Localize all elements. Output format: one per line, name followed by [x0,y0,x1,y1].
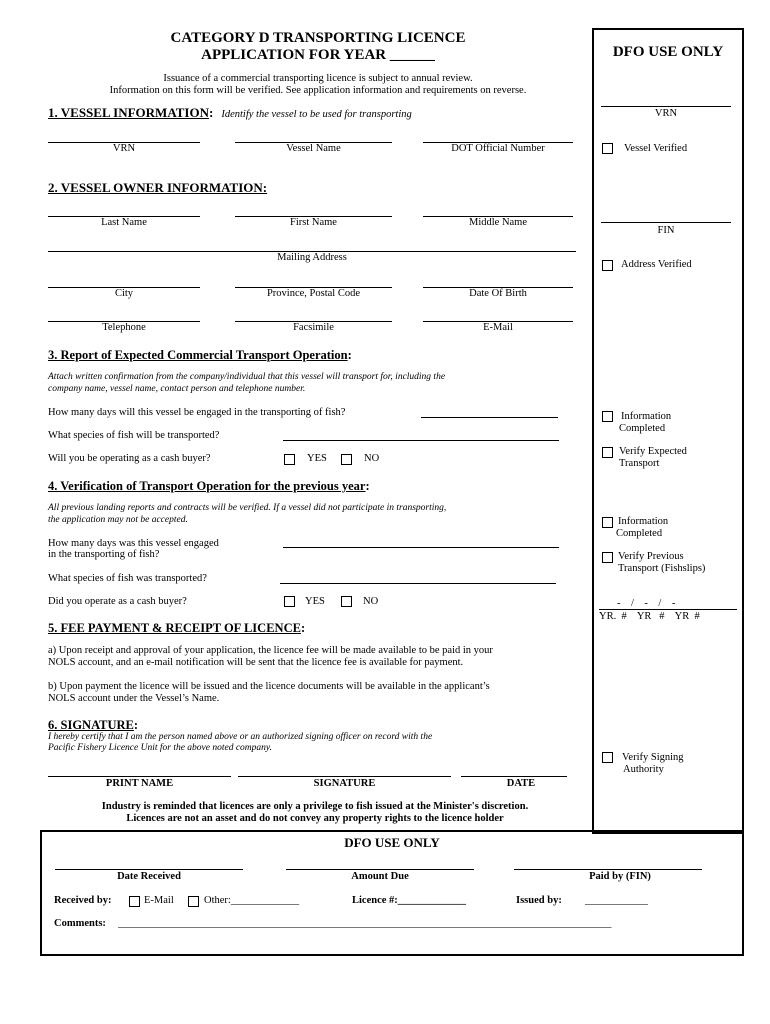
vrn-label: VRN [112,143,136,154]
side-fin-label: FIN [657,225,675,236]
verify-previous-label: Verify Previous [618,551,684,562]
date-received-field-line[interactable] [55,869,243,870]
section3-heading-row [48,346,352,364]
intro-line2: Information on this form will be verified. See application information and requirements on reverse. [109,85,527,96]
signature-label: SIGNATURE [313,778,376,789]
comments-field-line[interactable]: ______________________________________________________________________________________________ [118,918,612,929]
reminder-line1: Industry is reminded that licences are only a privilege to fish issued at the Minister's discretion. [101,801,529,812]
previous-days-field-line[interactable] [283,547,559,548]
previous-cash-no-label: NO [363,596,379,607]
received-other-checkbox[interactable] [188,896,199,907]
mailing-address-label: Mailing Address [277,252,347,263]
fee-paragraph-b-line1: b) Upon payment the licence will be issued and the licence documents will be available in the applicant’s [48,681,490,692]
received-other-label: Other:_____________ [204,895,300,906]
paid-by-label: Paid by (FIN) [589,871,651,882]
dfo-bottom-title: DFO USE ONLY [344,835,440,850]
intro-line1: Issuance of a commercial transporting licence is subject to annual review. [163,73,473,84]
licence-number-label: Licence #:_____________ [352,895,467,906]
info-completed-2-label: Information [618,516,669,527]
fee-paragraph-a-line2: NOLS account, and an e-mail notification will be sent that the licence fee is available for payment. [48,657,464,668]
certify-line2: Pacific Fishery Licence Unit for the above noted company. [48,743,272,753]
amount-due-field-line[interactable] [286,869,474,870]
section4-heading: 4. Verification of Transport Operation for the previous year [48,479,366,493]
previous-cash-yes-label: YES [305,596,325,607]
previous-year-date-marks: - / - / - [617,598,676,609]
fax-label: Facsimile [293,322,334,333]
fee-paragraph-b-line2: NOLS account under the Vessel’s Name. [48,693,220,704]
date-received-label: Date Received [117,871,181,882]
section5-heading: 5. FEE PAYMENT & RECEIPT OF LICENCE [48,621,301,635]
city-label: City [114,288,134,299]
expected-cash-yes-checkbox[interactable] [284,454,295,465]
address-verified-checkbox[interactable] [602,260,613,271]
section2-heading: 2. VESSEL OWNER INFORMATION: [48,180,268,195]
side-vrn-label: VRN [654,108,678,119]
section1-colon: : [208,105,214,120]
verify-signing-label: Verify Signing [622,752,684,763]
amount-due-label: Amount Due [351,871,409,882]
received-by-label: Received by: [54,895,112,906]
received-email-label: E-Mail [144,895,174,906]
province-label: Province, Postal Code [266,288,361,299]
telephone-label: Telephone [102,322,146,333]
previous-cash-yes-checkbox[interactable] [284,596,295,607]
email-label: E-Mail [483,322,513,333]
date-label: DATE [506,778,536,789]
expected-cash-question: Will you be operating as a cash buyer? [48,453,211,464]
section4-colon: : [365,479,370,493]
vessel-verified-checkbox[interactable] [602,143,613,154]
section4-note-line1: All previous landing reports and contracts will be verified. If a vessel did not participate in transporting, [48,503,447,513]
certify-line1: I hereby certify that I am the person named above or an authorized signing officer on record with the [48,732,433,742]
verify-signing-label-b: Authority [623,764,664,775]
expected-days-field-line[interactable] [421,417,558,418]
previous-days-question-line1: How many days was this vessel engaged [48,538,219,549]
expected-species-field-line[interactable] [283,440,559,441]
verify-previous-checkbox[interactable] [602,552,613,563]
middle-name-label: Middle Name [468,217,528,228]
dot-number-label: DOT Official Number [451,143,545,154]
previous-year-labels: YR. # YR # YR # [599,611,700,622]
previous-days-question-line2: in the transporting of fish? [48,549,160,560]
verify-signing-checkbox[interactable] [602,752,613,763]
previous-species-question: What species of fish was transported? [48,573,207,584]
section4-note-line2: the application may not be accepted. [48,515,188,525]
dob-label: Date Of Birth [469,288,527,299]
date-field-line[interactable] [461,776,567,777]
section6-heading: 6. SIGNATURE [48,718,134,732]
side-fin-line[interactable] [601,222,731,223]
section4-heading-row [48,477,370,495]
info-completed-1-label-b: Completed [619,423,666,434]
first-name-label: First Name [290,217,337,228]
section1-heading-row [48,104,412,122]
previous-species-field-line[interactable] [280,583,556,584]
print-name-field-line[interactable] [48,776,231,777]
paid-by-field-line[interactable] [514,869,702,870]
previous-year-field-line[interactable] [599,609,737,610]
comments-label: Comments: [54,918,106,929]
previous-cash-question: Did you operate as a cash buyer? [48,596,187,607]
vessel-verified-label: Vessel Verified [624,143,688,154]
info-completed-2-label-b: Completed [616,528,663,539]
reminder-line2: Licences are not an asset and do not convey any property rights to the licence holder [126,813,504,824]
section5-heading-row [48,619,305,637]
section5-colon: : [300,621,306,635]
issued-by-label: Issued by: [516,895,562,906]
previous-cash-no-checkbox[interactable] [341,596,352,607]
form-title-line1: CATEGORY D TRANSPORTING LICENCE [170,30,466,46]
verify-expected-label-b: Transport [619,458,660,469]
expected-cash-no-label: NO [364,453,380,464]
section3-note-line2: company name, vessel name, contact person and telephone number. [48,384,306,394]
verify-previous-label-b: Transport (Fishslips) [618,563,706,574]
verify-expected-checkbox[interactable] [602,447,613,458]
section3-heading: 3. Report of Expected Commercial Transport Operation [48,348,348,362]
signature-field-line[interactable] [238,776,451,777]
section6-colon: : [133,718,139,732]
section3-colon: : [347,348,352,362]
address-verified-label: Address Verified [621,259,692,270]
expected-species-question: What species of fish will be transported? [48,430,220,441]
info-completed-1-label: Information [621,411,672,422]
issued-by-field-line[interactable]: ____________ [585,895,648,906]
section3-note-line1: Attach written confirmation from the company/individual that this vessel will transport for, including the [48,372,446,382]
side-vrn-line[interactable] [601,106,731,107]
expected-cash-yes-label: YES [307,453,327,464]
section1-heading: 1. VESSEL INFORMATION [48,105,209,120]
vessel-name-label: Vessel Name [286,143,341,154]
verify-expected-label: Verify Expected [619,446,687,457]
expected-cash-no-checkbox[interactable] [341,454,352,465]
dfo-side-title: DFO USE ONLY [612,44,724,60]
info-completed-2-checkbox[interactable] [602,517,613,528]
section1-hint: Identify the vessel to be used for transporting [221,109,412,120]
info-completed-1-checkbox[interactable] [602,411,613,422]
received-email-checkbox[interactable] [129,896,140,907]
form-title-line2: APPLICATION FOR YEAR ______ [201,47,435,63]
print-name-label: PRINT NAME [105,778,174,789]
last-name-label: Last Name [101,217,147,228]
expected-days-question: How many days will this vessel be engaged in the transporting of fish? [48,407,346,418]
fee-paragraph-a-line1: a) Upon receipt and approval of your application, the licence fee will be made available to be paid in your [48,645,493,656]
